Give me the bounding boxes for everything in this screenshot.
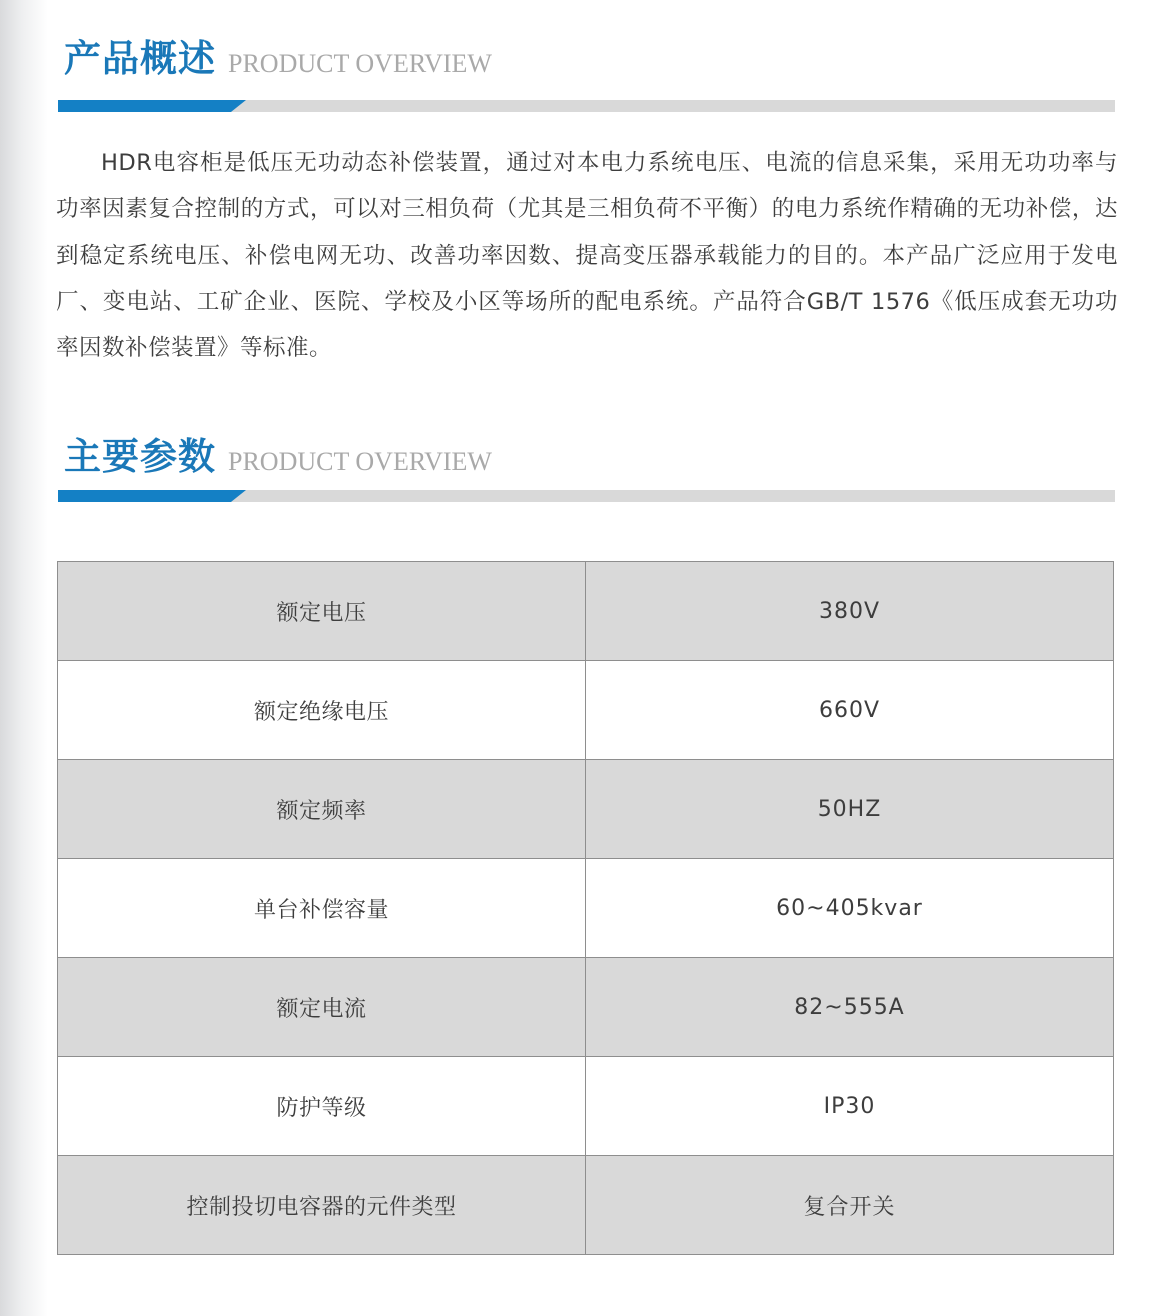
params-divider	[58, 490, 1115, 502]
overview-header	[58, 32, 1115, 112]
table-row	[58, 661, 1114, 760]
param-name: 控制投切电容器的元件类型	[58, 1156, 586, 1255]
param-value: 660V	[586, 661, 1114, 760]
param-value: 复合开关	[586, 1156, 1114, 1255]
param-name: 额定绝缘电压	[58, 661, 586, 760]
param-value: IP30	[586, 1057, 1114, 1156]
param-value: 50HZ	[586, 760, 1114, 859]
overview-body	[56, 140, 1118, 371]
param-value: 380V	[586, 562, 1114, 661]
table-row	[58, 1057, 1114, 1156]
table-row	[58, 859, 1114, 958]
overview-subtitle: PRODUCT OVERVIEW	[228, 49, 492, 78]
overview-divider-accent	[58, 100, 246, 112]
param-name: 额定频率	[58, 760, 586, 859]
param-name: 额定电流	[58, 958, 586, 1057]
param-value: 60~405kvar	[586, 859, 1114, 958]
params-title: 主要参数	[64, 435, 216, 478]
overview-divider	[58, 100, 1115, 112]
table-row	[58, 562, 1114, 661]
table-row	[58, 958, 1114, 1057]
params-subtitle: PRODUCT OVERVIEW	[228, 447, 492, 476]
params-header	[58, 430, 1115, 502]
params-title-row	[58, 430, 1115, 480]
overview-title-row	[58, 32, 1115, 82]
overview-paragraph: HDR电容柜是低压无功动态补偿装置，通过对本电力系统电压、电流的信息采集，采用无功功率与功率因素复合控制的方式，可以对三相负荷（尤其是三相负荷不平衡）的电力系统作精确的无功补偿，达到稳定系统电压、补偿电网无功、改善功率因数、提高变压器承载能力的目的。本产品广泛应用于发电厂、变电站、工矿企业、医院、学校及小区等场所的配电系统。产品符合GB/T 1576《低压成套无功功率因数补偿装置》等标准。	[56, 150, 1118, 362]
overview-title: 产品概述	[64, 37, 216, 80]
params-divider-accent	[58, 490, 246, 502]
table-row	[58, 760, 1114, 859]
param-value: 82~555A	[586, 958, 1114, 1057]
param-name: 单台补偿容量	[58, 859, 586, 958]
table-row	[58, 1156, 1114, 1255]
param-name: 防护等级	[58, 1057, 586, 1156]
params-table	[57, 561, 1114, 1255]
param-name: 额定电压	[58, 562, 586, 661]
